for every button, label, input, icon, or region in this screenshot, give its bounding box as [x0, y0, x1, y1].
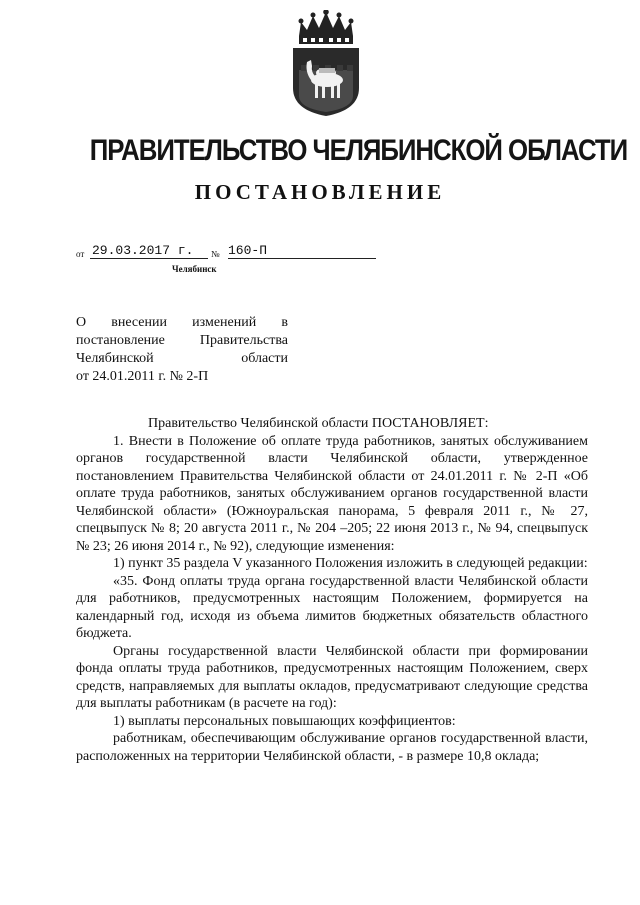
subject-line: Челябинской области [76, 351, 288, 366]
chelyabinsk-coat-of-arms-icon [287, 10, 365, 118]
document-number: 160-П [228, 243, 376, 259]
number-label: № [211, 249, 220, 259]
document-body [76, 415, 588, 765]
subject-line: О внесении изменений в [76, 315, 288, 330]
city-name: Челябинск [172, 264, 217, 274]
document-subject [76, 314, 288, 386]
body-paragraph: работникам, обеспечивающим обслуживание органов государственной власти, расположенных на территории Челябинской области, - в размере 10,8 оклада; [76, 731, 588, 764]
subject-line: от 24.01.2011 г. № 2-П [76, 369, 209, 384]
body-paragraph: 1) пункт 35 раздела V указанного Положения изложить в следующей редакции: [113, 556, 588, 571]
body-paragraph: Правительство Челябинской области ПОСТАНОВЛЯЕТ: [148, 416, 489, 431]
body-paragraph: Органы государственной власти Челябинской области при формировании фонда оплаты труда работников, предусмотренных настоящим Положением, сверх средств, направляемых для выплаты окладов, предусматривают следующие средства для выплаты работникам (в расчете на год): [76, 643, 588, 711]
body-paragraph: «35. Фонд оплаты труда органа государственной власти Челябинской области для работников, предусмотренных настоящим Положением, формируется на календарный год, исходя из объема лимитов бюджетных обязательств областного бюджета. [76, 573, 588, 641]
body-paragraph: 1) выплаты персональных повышающих коэффициентов: [113, 713, 456, 729]
document-date: 29.03.2017 г. [90, 243, 208, 259]
subject-line: постановление Правительства [76, 333, 288, 348]
body-paragraph: 1. Внести в Положение об оплате труда работников, занятых обслуживанием органов государственной власти Челябинской области, утвержденное постановлением Правительства Челябинской области от 24.01.2011 г. № 2-П «Об оплате труда работников, занятых обслуживанием органов государственной власти Челябинской области» (Южноуральская панорама, 5 февраля 2011 г., № 27, спецвыпуск № 8; 20 августа 2011 г., № 204 –205; 22 июня 2013 г., № 94, спецвыпуск № 23; 26 июня 2014 г., № 92), следующие изменения: [76, 433, 588, 554]
document-meta [76, 243, 316, 263]
government-title: ПРАВИТЕЛЬСТВО ЧЕЛЯБИНСКОЙ ОБЛАСТИ [89, 134, 628, 167]
document-type-title: ПОСТАНОВЛЕНИЕ [194, 180, 446, 204]
date-label: от [76, 249, 85, 259]
